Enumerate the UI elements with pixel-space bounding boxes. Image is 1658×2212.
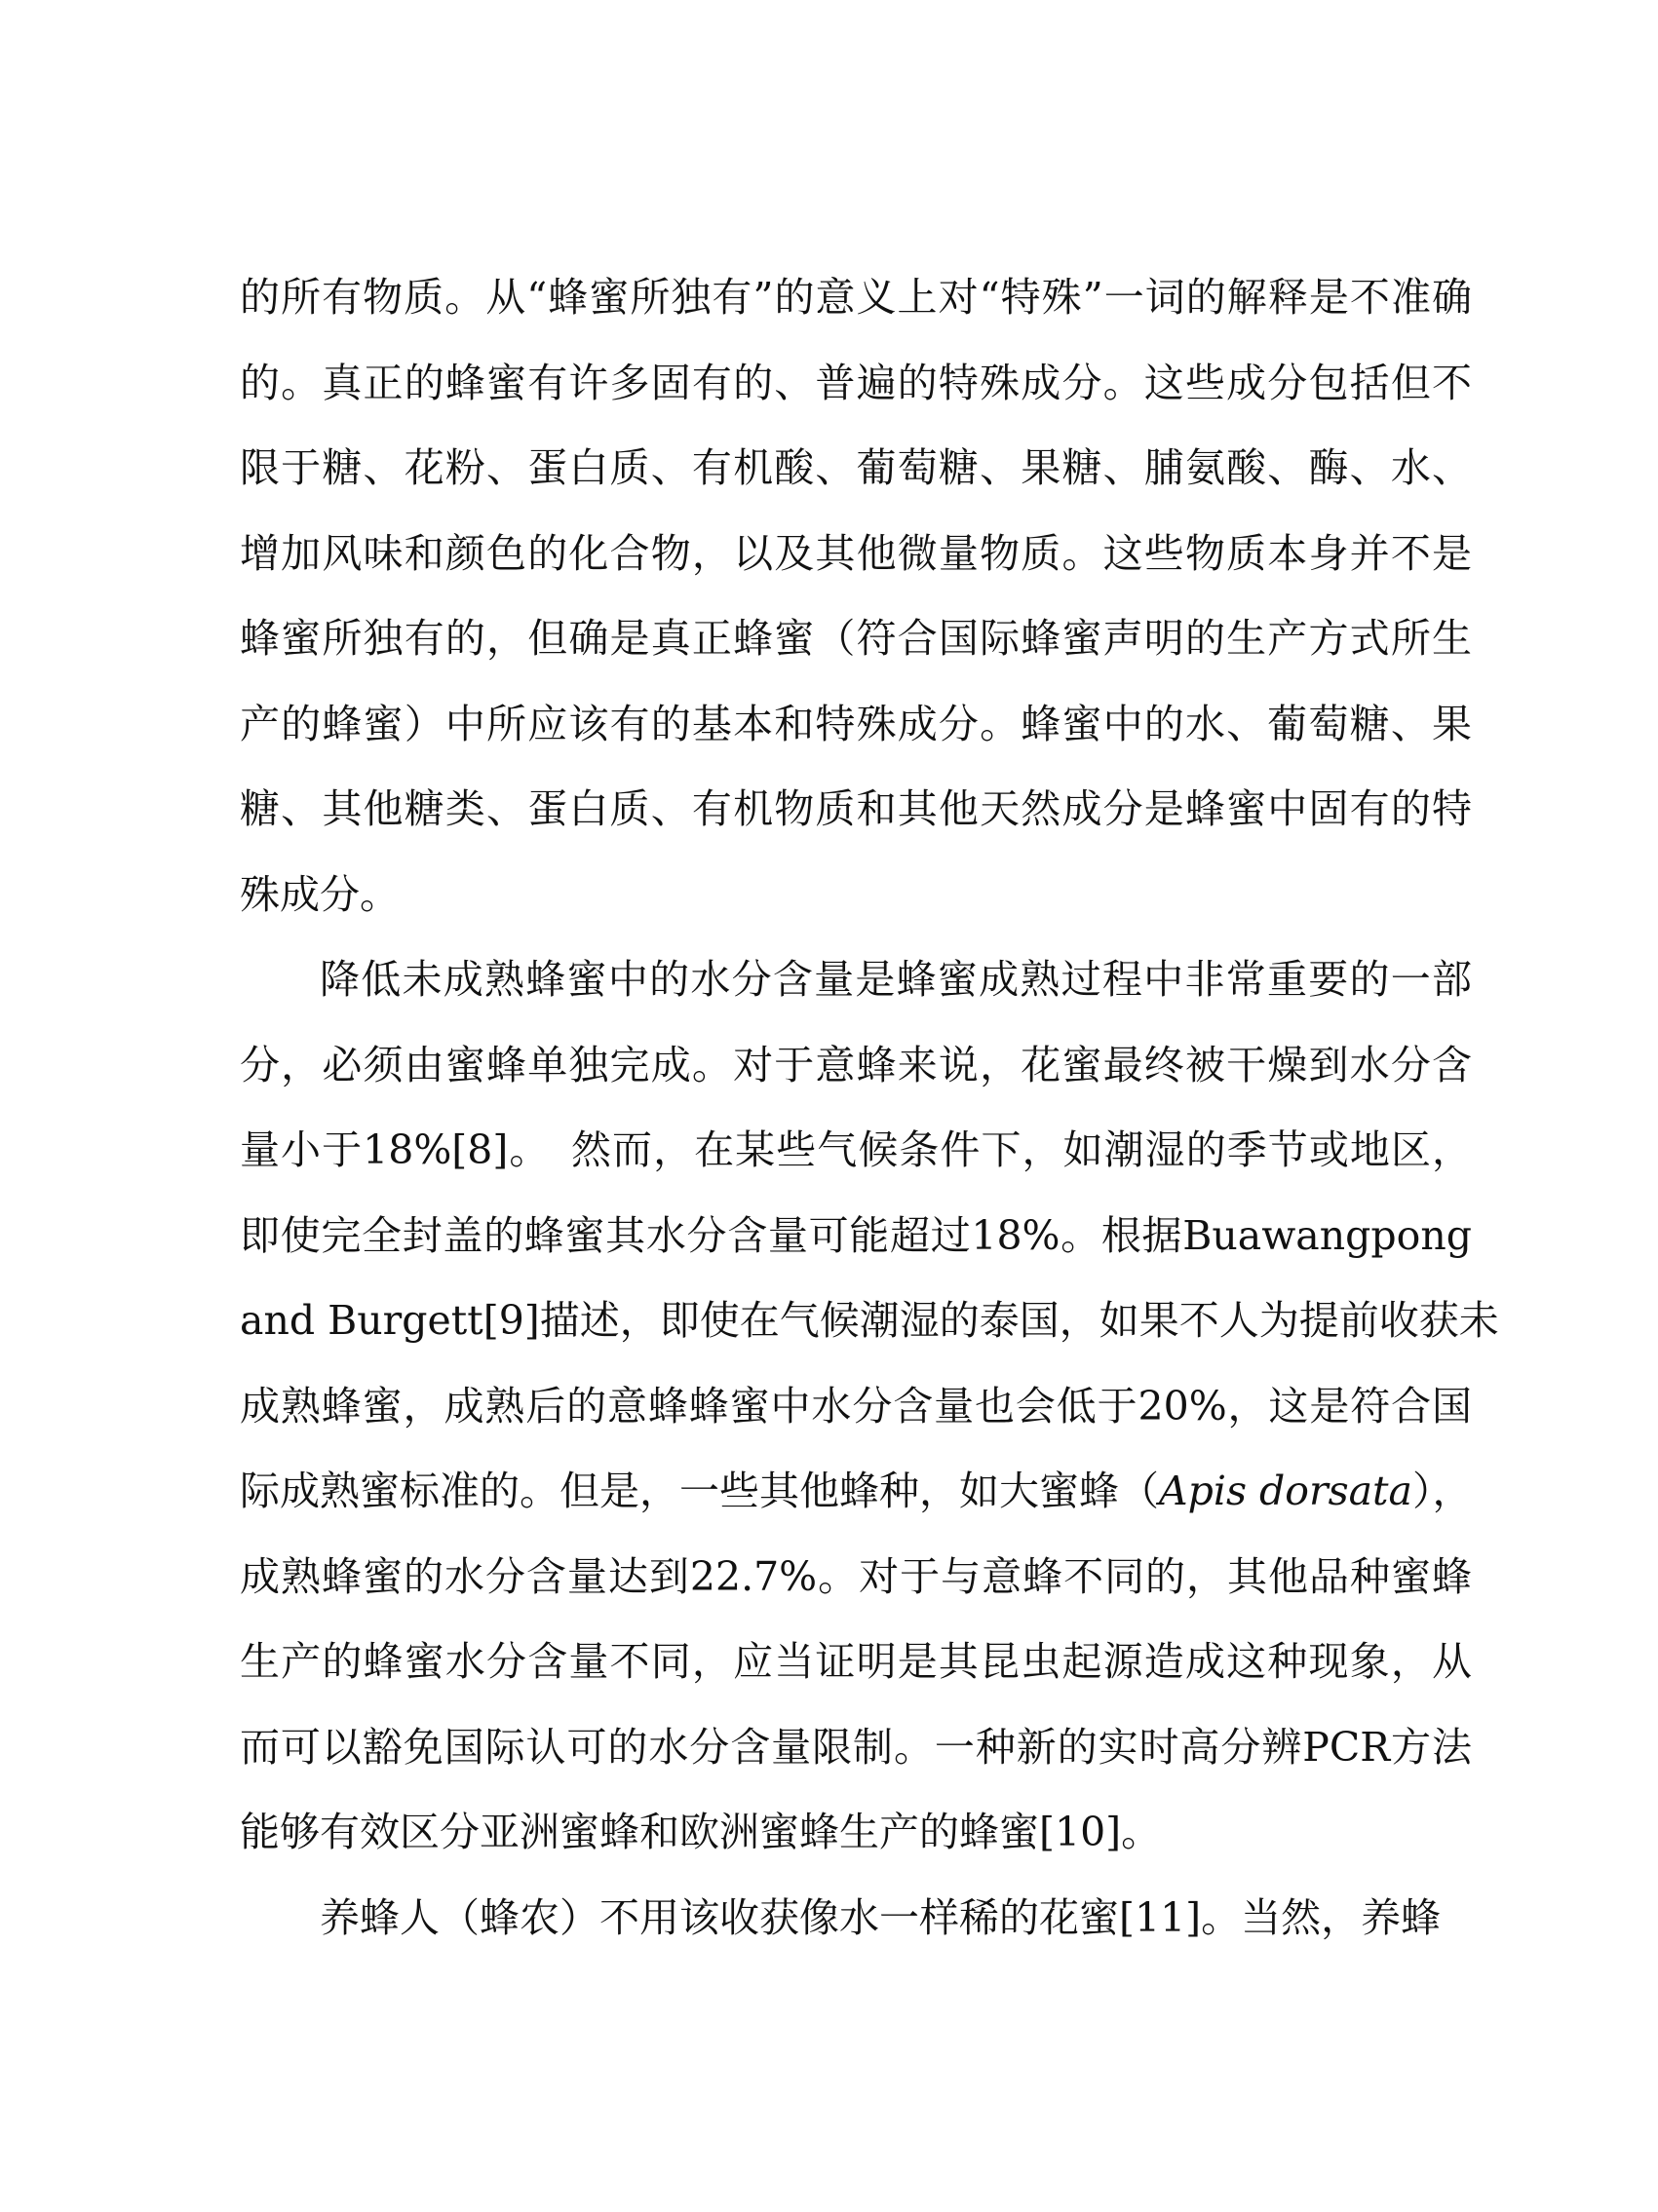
- paragraph-1-line-5: 蜂蜜所独有的，但确是真正蜂蜜（符合国际蜂蜜声明的生产方式所生: [240, 615, 1472, 662]
- paragraph-1-line-4: 增加风味和颜色的化合物，以及其他微量物质。这些物质本身并不是: [240, 529, 1472, 577]
- paragraph-2-line-11: 能够有效区分亚洲蜜蜂和欧洲蜜蜂生产的蜂蜜[10]。: [240, 1809, 1162, 1855]
- paragraph-2-line-10: 而可以豁免国际认可的水分含量限制。一种新的实时高分辨PCR方法: [240, 1723, 1472, 1771]
- body-text: [240, 255, 1499, 1961]
- paragraph-2-line-1: 降低未成熟蜂蜜中的水分含量是蜂蜜成熟过程中非常重要的一部: [320, 956, 1472, 1003]
- line-7-prefix: 际成熟蜜标准的。但是，一些其他蜂种，如大蜜蜂（: [240, 1468, 1159, 1514]
- paragraph-3-line-1: 养蜂人（蜂农）不用该收获像水一样稀的花蜜[11]。当然，养蜂: [320, 1893, 1442, 1941]
- paragraph-2-line-4: 即使完全封盖的蜂蜜其水分含量可能超过18%。根据Buawangpong: [240, 1211, 1472, 1259]
- paragraph-1-line-2: 的。真正的蜂蜜有许多固有的、普遍的特殊成分。这些成分包括但不: [240, 359, 1472, 406]
- paragraph-1-line-8: 殊成分。: [240, 870, 400, 918]
- paragraph-1-line-6: 产的蜂蜜）中所应该有的基本和特殊成分。蜂蜜中的水、葡萄糖、果: [240, 700, 1472, 747]
- paragraph-1-line-1: 的所有物质。从“蜂蜜所独有”的意义上对“特殊”一词的解释是不准确: [240, 274, 1472, 321]
- paragraph-2-line-8: 成熟蜂蜜的水分含量达到22.7%。对于与意蜂不同的，其他品种蜜蜂: [240, 1552, 1472, 1600]
- paragraph-2-line-3: 量小于18%[8]。 然而，在某些气候条件下，如潮湿的季节或地区，: [240, 1126, 1472, 1173]
- paragraph-2-line-7: [240, 1449, 1472, 1535]
- paragraph-2-line-2: 分，必须由蜜蜂单独完成。对于意蜂来说，花蜜最终被干燥到水分含: [240, 1041, 1472, 1088]
- paragraph-1-line-3: 限于糖、花粉、蛋白质、有机酸、葡萄糖、果糖、脯氨酸、酶、水、: [240, 444, 1472, 491]
- paragraph-2-line-9: 生产的蜂蜜水分含量不同，应当证明是其昆虫起源造成这种现象，从: [240, 1638, 1472, 1685]
- line-7-suffix: ），: [1411, 1468, 1473, 1514]
- species-name-italic: Apis dorsata: [1159, 1468, 1412, 1514]
- paragraph-2-line-6: 成熟蜂蜜，成熟后的意蜂蜂蜜中水分含量也会低于20%，这是符合国: [240, 1382, 1472, 1430]
- paragraph-1-line-7: 糖、其他糖类、蛋白质、有机物质和其他天然成分是蜂蜜中固有的特: [240, 785, 1472, 832]
- paragraph-2-line-5: and Burgett[9]描述，即使在气候潮湿的泰国，如果不人为提前收获未: [240, 1297, 1499, 1344]
